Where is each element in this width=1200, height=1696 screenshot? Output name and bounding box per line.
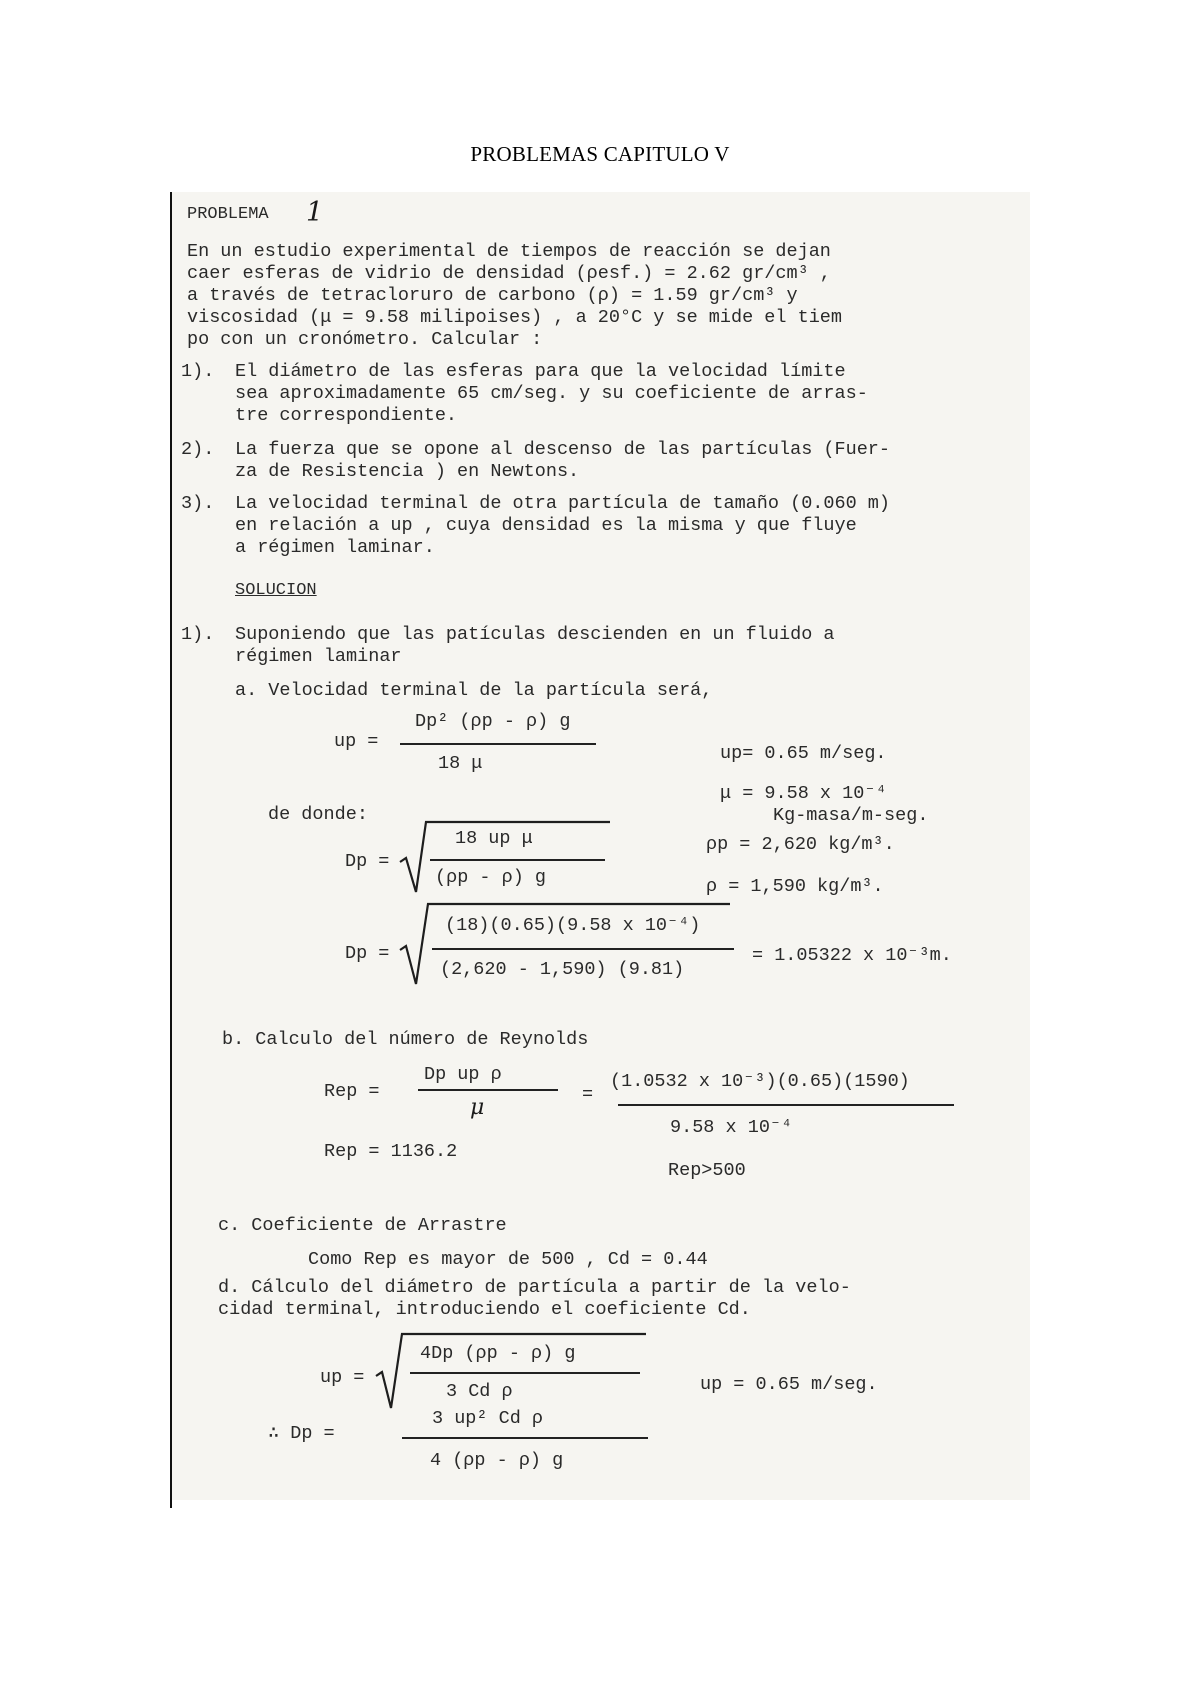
reynolds-comparison: Rep>500 bbox=[668, 1160, 746, 1181]
equation-up-numerator: Dp² (ρp - ρ) g bbox=[415, 711, 571, 732]
de-donde-label: de donde: bbox=[268, 804, 368, 825]
equation-up2-fraction-bar bbox=[410, 1372, 640, 1374]
equation-up2-denominator: 3 Cd ρ bbox=[446, 1381, 513, 1402]
page-left-margin-rule bbox=[170, 192, 172, 1508]
part-d-line-1: d. Cálculo del diámetro de partícula a partir de la velo- bbox=[218, 1277, 851, 1298]
equation-dp-denominator: (ρp - ρ) g bbox=[435, 867, 547, 888]
equation-dp-numeric-denominator: (2,620 - 1,590) (9.81) bbox=[440, 959, 685, 980]
equation-re-numerator-numeric: (1.0532 x 10⁻³)(0.65)(1590) bbox=[610, 1071, 910, 1092]
question-2-line-2: za de Resistencia ) en Newtons. bbox=[235, 461, 580, 482]
value-fluid-density: ρ = 1,590 kg/m³. bbox=[706, 876, 884, 897]
value-viscosity-units: Kg-masa/m-seg. bbox=[773, 805, 929, 826]
solution-heading: SOLUCION bbox=[235, 581, 317, 600]
part-a-heading: a. Velocidad terminal de la partícula será, bbox=[235, 680, 713, 701]
question-2-number: 2). bbox=[181, 439, 215, 460]
problem-heading: PROBLEMA bbox=[187, 205, 269, 224]
equation-dp2-numerator: 3 up² Cd ρ bbox=[432, 1408, 544, 1429]
equation-re-lhs: Rep = bbox=[324, 1081, 380, 1102]
step-1-line-1: Suponiendo que las patículas descienden en un fluido a bbox=[235, 624, 835, 645]
question-1-line-1: El diámetro de las esferas para que la velocidad límite bbox=[235, 361, 846, 382]
question-3-line-2: en relación a up , cuya densidad es la misma y que fluye bbox=[235, 515, 857, 536]
question-3-number: 3). bbox=[181, 493, 215, 514]
equation-re-fraction-bar bbox=[418, 1089, 558, 1091]
equation-dp-numeric-numerator: (18)(0.65)(9.58 x 10⁻⁴) bbox=[445, 915, 701, 936]
equation-dp-numeric-fraction-bar bbox=[432, 948, 734, 950]
equation-dp-numerator: 18 up μ bbox=[455, 828, 533, 849]
equation-dp2-denominator: 4 (ρp - ρ) g bbox=[430, 1450, 564, 1471]
part-b-heading: b. Calculo del número de Reynolds bbox=[222, 1029, 589, 1050]
equation-dp2-lhs: ∴ Dp = bbox=[268, 1423, 335, 1444]
equation-up2-numerator: 4Dp (ρp - ρ) g bbox=[420, 1343, 576, 1364]
question-1-line-2: sea aproximadamente 65 cm/seg. y su coeficiente de arras- bbox=[235, 383, 868, 404]
equation-dp-fraction-bar bbox=[430, 859, 605, 861]
equation-re-denominator: μ bbox=[470, 1095, 485, 1120]
drag-coefficient-statement: Como Rep es mayor de 500 , Cd = 0.44 bbox=[308, 1249, 708, 1270]
question-3-line-3: a régimen laminar. bbox=[235, 537, 435, 558]
equation-dp-result: = 1.05322 x 10⁻³m. bbox=[752, 945, 952, 966]
question-3-line-1: La velocidad terminal de otra partícula de tamaño (0.060 m) bbox=[235, 493, 891, 514]
equation-re-denominator-numeric: 9.58 x 10⁻⁴ bbox=[670, 1117, 793, 1138]
problem-number: 1 bbox=[306, 197, 324, 228]
question-1-number: 1). bbox=[181, 361, 215, 382]
step-1-number: 1). bbox=[181, 624, 215, 645]
reynolds-result: Rep = 1136.2 bbox=[324, 1141, 458, 1162]
statement-line-1: En un estudio experimental de tiempos de reacción se dejan bbox=[187, 241, 831, 262]
statement-line-3: a través de tetracloruro de carbono (ρ) = 1.59 gr/cm³ y bbox=[187, 285, 798, 306]
equation-re-numerator: Dp up ρ bbox=[424, 1064, 502, 1085]
statement-line-5: po con un cronómetro. Calcular : bbox=[187, 329, 543, 350]
statement-line-2: caer esferas de vidrio de densidad (ρesf.) = 2.62 gr/cm³ , bbox=[187, 263, 831, 284]
part-c-heading: c. Coeficiente de Arrastre bbox=[218, 1215, 507, 1236]
question-2-line-1: La fuerza que se opone al descenso de las partículas (Fuer- bbox=[235, 439, 891, 460]
statement-line-4: viscosidad (μ = 9.58 milipoises) , a 20°C y se mide el tiem bbox=[187, 307, 843, 328]
equation-dp-numeric-lhs: Dp = bbox=[345, 943, 390, 964]
equation-up2-lhs: up = bbox=[320, 1367, 365, 1388]
step-1-line-2: régimen laminar bbox=[235, 646, 402, 667]
equation-dp-lhs: Dp = bbox=[345, 851, 390, 872]
page-title: PROBLEMAS CAPITULO V bbox=[470, 142, 730, 166]
equation-up-denominator: 18 μ bbox=[438, 753, 483, 774]
question-1-line-3: tre correspondiente. bbox=[235, 405, 458, 426]
part-d-line-2: cidad terminal, introduciendo el coeficiente Cd. bbox=[218, 1299, 751, 1320]
value-particle-density: ρp = 2,620 kg/m³. bbox=[706, 834, 895, 855]
equation-up-lhs: up = bbox=[334, 731, 379, 752]
value-up: up= 0.65 m/seg. bbox=[720, 743, 887, 764]
equation-dp2-fraction-bar bbox=[402, 1437, 648, 1439]
equation-re-fraction-bar-numeric bbox=[618, 1104, 954, 1106]
equation-re-equals: = bbox=[582, 1084, 594, 1105]
equation-up-fraction-bar bbox=[400, 743, 596, 745]
equation-up2-value: up = 0.65 m/seg. bbox=[700, 1374, 878, 1395]
value-viscosity: μ = 9.58 x 10⁻⁴ bbox=[720, 783, 887, 804]
